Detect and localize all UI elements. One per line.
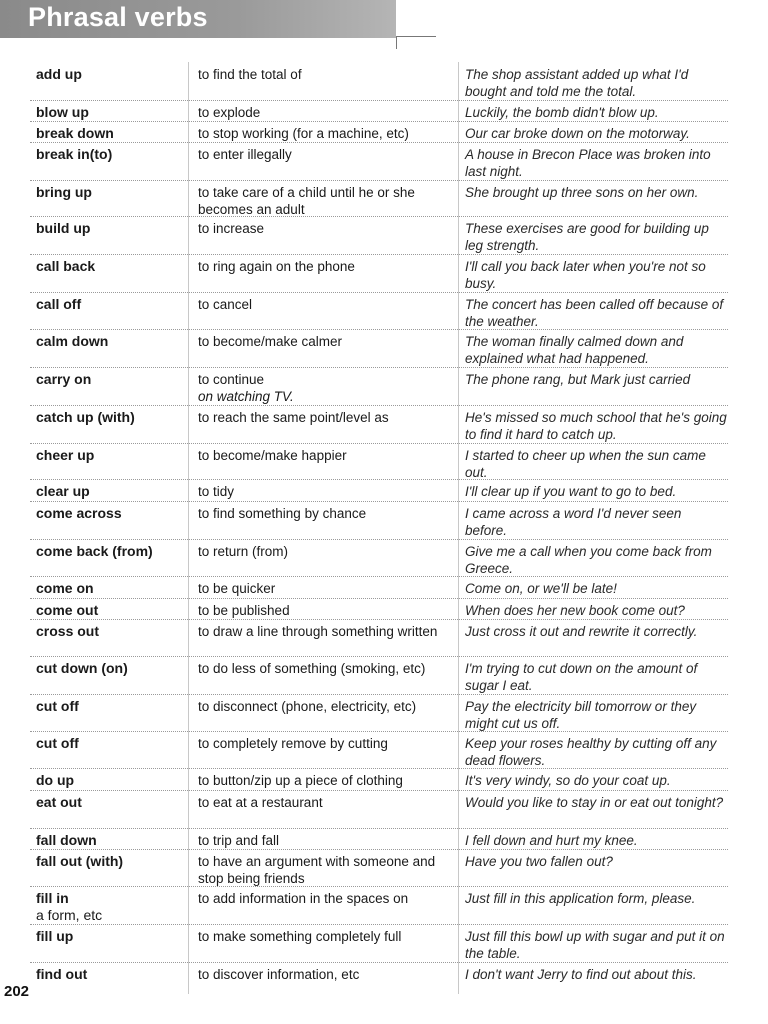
verb: fill up: [36, 928, 74, 944]
example: These exercises are good for building up leg strength.: [465, 221, 709, 253]
definition: to draw a line through something written: [198, 624, 438, 639]
definition: to make something completely full: [198, 929, 402, 944]
verb: blow up: [36, 104, 89, 120]
table-row: [30, 292, 728, 330]
definition: to disconnect (phone, electricity, etc): [198, 699, 417, 714]
example: It's very windy, so do your coat up.: [465, 773, 671, 788]
table-row: [30, 576, 728, 599]
verb: call off: [36, 296, 82, 312]
example: When does her new book come out?: [465, 603, 685, 618]
table-row: [30, 849, 728, 887]
definition: to eat at a restaurant: [198, 795, 323, 810]
verb: fall down: [36, 832, 97, 848]
example: Pay the electricity bill tomorrow or they might cut us off.: [465, 699, 697, 731]
table-row: [30, 501, 728, 540]
page-title: Phrasal verbs: [28, 2, 208, 32]
definition: to enter illegally: [198, 147, 292, 162]
example: The woman finally calmed down and explained what had happened.: [465, 334, 684, 366]
definition: to be quicker: [198, 581, 276, 596]
verb: eat out: [36, 794, 82, 810]
table-row: [30, 828, 728, 850]
example: The phone rang, but Mark just carried: [465, 372, 691, 387]
example: I'm trying to cut down on the amount of sugar I eat.: [465, 661, 698, 693]
definition: to add information in the spaces on: [198, 891, 409, 906]
verb: build up: [36, 220, 91, 236]
definition: to ring again on the phone: [198, 259, 355, 274]
verb: come back (from): [36, 543, 153, 559]
definition-example: on watching TV.: [198, 389, 294, 404]
definition: to be published: [198, 603, 290, 618]
verb: cut off: [36, 698, 79, 714]
table-row: [30, 443, 728, 480]
table-row: [30, 180, 728, 217]
table-row: [30, 790, 728, 829]
verb: do up: [36, 772, 75, 788]
table-row: [30, 62, 728, 101]
table-row: [30, 479, 728, 502]
definition-text: to continue: [198, 372, 265, 387]
verb: break down: [36, 125, 114, 141]
table-row: [30, 254, 728, 293]
table-row: [30, 142, 728, 181]
definition: to increase: [198, 221, 265, 236]
definition: to have an argument with someone and stop being friends: [198, 854, 436, 886]
table-row: [30, 962, 728, 1000]
example: Have you two fallen out?: [465, 854, 613, 869]
definition: to take care of a child until he or she becomes an adult: [198, 185, 415, 217]
verb: clear up: [36, 483, 90, 499]
verb: call back: [36, 258, 96, 274]
verb: break in(to): [36, 146, 113, 162]
definition: to become/make calmer: [198, 334, 343, 349]
definition: to tidy: [198, 484, 235, 499]
example: Give me a call when you come back from Greece.: [465, 544, 712, 576]
example: I'll clear up if you want to go to bed.: [465, 484, 677, 499]
example: The shop assistant added up what I'd bought and told me the total.: [465, 67, 689, 99]
table-row: [30, 924, 728, 963]
table-row: [30, 405, 728, 444]
verb-note: a form, etc: [36, 907, 103, 923]
definition: to button/zip up a piece of clothing: [198, 773, 403, 788]
definition: to discover information, etc: [198, 967, 360, 982]
title-rule: [396, 36, 436, 37]
table-row: [30, 886, 728, 925]
verb: come on: [36, 580, 94, 596]
verb: find out: [36, 966, 88, 982]
example: Luckily, the bomb didn't blow up.: [465, 105, 659, 120]
verb: come out: [36, 602, 99, 618]
verb: cut off: [36, 735, 79, 751]
verb: add up: [36, 66, 82, 82]
table-row: [30, 694, 728, 732]
definition: [198, 371, 458, 405]
verb: cut down (on): [36, 660, 128, 676]
table-row: [30, 367, 728, 406]
verb: carry on: [36, 371, 92, 387]
table-row: [30, 768, 728, 791]
example: Our car broke down on the motorway.: [465, 126, 690, 141]
example: The concert has been called off because of the weather.: [465, 297, 724, 329]
example: Just fill in this application form, please.: [465, 891, 696, 906]
title-banner: [0, 0, 396, 38]
definition: to explode: [198, 105, 261, 120]
definition: to return (from): [198, 544, 289, 559]
verb-text: fill in: [36, 890, 69, 906]
example: I don't want Jerry to find out about this.: [465, 967, 697, 982]
definition: to do less of something (smoking, etc): [198, 661, 426, 676]
verb: cheer up: [36, 447, 95, 463]
example: Would you like to stay in or eat out tonight?: [465, 795, 724, 810]
example: A house in Brecon Place was broken into last night.: [465, 147, 711, 179]
table-row: [30, 216, 728, 255]
definition: to become/make happier: [198, 448, 347, 463]
example: He's missed so much school that he's going to find it hard to catch up.: [465, 410, 727, 442]
definition: to trip and fall: [198, 833, 280, 848]
verb: calm down: [36, 333, 109, 349]
table-row: [30, 121, 728, 143]
example: Come on, or we'll be late!: [465, 581, 617, 596]
verb: come across: [36, 505, 122, 521]
table-row: [30, 329, 728, 368]
table-row: [30, 100, 728, 122]
definition: to stop working (for a machine, etc): [198, 126, 409, 141]
verb: fall out (with): [36, 853, 124, 869]
example: I fell down and hurt my knee.: [465, 833, 638, 848]
page-number: 202: [4, 983, 30, 1000]
table-row: [30, 656, 728, 695]
example: I'll call you back later when you're not so busy.: [465, 259, 706, 291]
table-row: [30, 731, 728, 769]
example: Keep your roses healthy by cutting off any dead flowers.: [465, 736, 717, 768]
definition: to cancel: [198, 297, 253, 312]
example: Just fill this bowl up with sugar and put it on the table.: [465, 929, 725, 961]
definition: to find something by chance: [198, 506, 367, 521]
example: I came across a word I'd never seen before.: [465, 506, 682, 538]
definition: to reach the same point/level as: [198, 410, 389, 425]
definition: to completely remove by cutting: [198, 736, 388, 751]
example: Just cross it out and rewrite it correctly.: [465, 624, 698, 639]
verb: catch up (with): [36, 409, 135, 425]
table-row: [30, 598, 728, 620]
example: I started to cheer up when the sun came out.: [465, 448, 706, 480]
verb: cross out: [36, 623, 100, 639]
table-row: [30, 539, 728, 577]
example: She brought up three sons on her own.: [465, 185, 699, 200]
definition: to find the total of: [198, 67, 302, 82]
table-row: [30, 619, 728, 657]
verb: bring up: [36, 184, 92, 200]
verb: [36, 890, 186, 924]
title-tick: [396, 36, 397, 49]
